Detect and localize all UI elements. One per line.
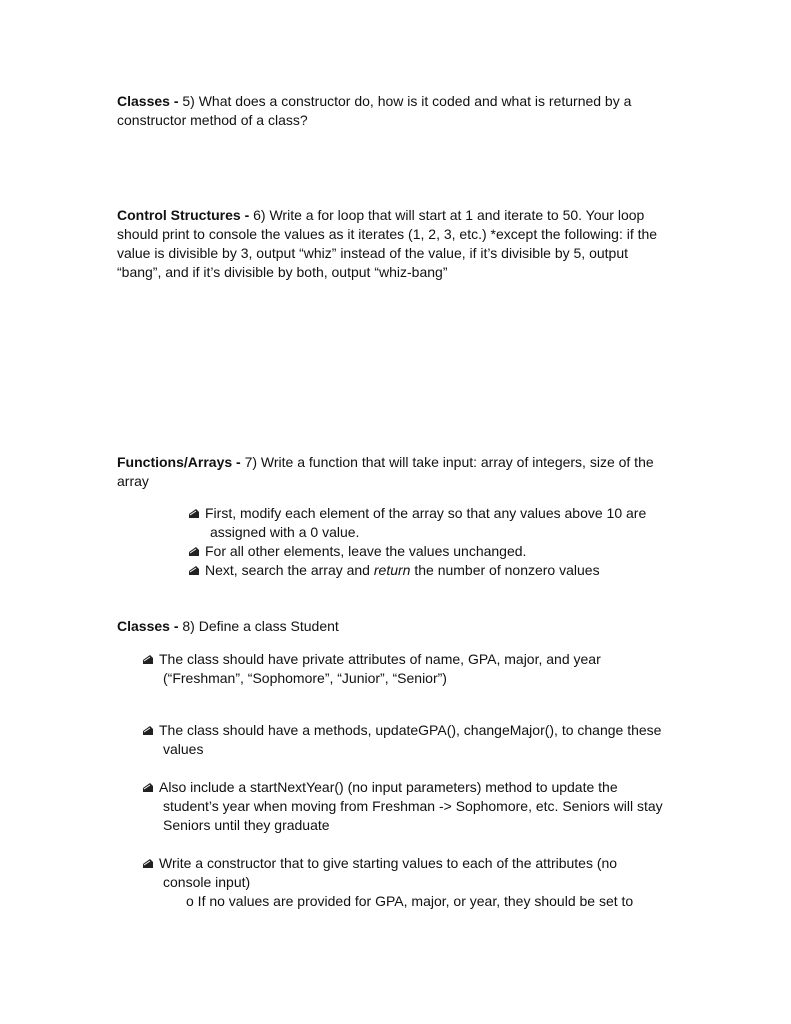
question-5 <box>117 92 675 130</box>
q8-bullet-2-line1: The class should have a methods, updateGPA(), changeMajor(), to change these <box>159 722 662 738</box>
question-8 <box>117 617 675 636</box>
pencil-icon <box>142 725 154 736</box>
question-7-number: 7) <box>244 454 258 470</box>
question-6 <box>117 206 675 282</box>
pencil-icon <box>188 546 200 557</box>
q7-bullet-2 <box>188 542 526 561</box>
question-7-heading: Functions/Arrays - <box>117 454 245 470</box>
q8-bullet-3-cont-1: student’s year when moving from Freshman -> Sophomore, etc. Seniors will stay <box>163 798 663 814</box>
pencil-icon <box>142 782 154 793</box>
question-6-text: Write a for loop that will start at 1 and iterate to 50. Your loop should print to console the values as it iterates (1, 2, 3, etc.) *except the following: if the value is divisible by 3, output “whiz” instead of the value, if it’s divisible by 5, output “bang”, and if it’s divisible by both, output “whiz-bang” <box>117 207 658 280</box>
question-5-heading: Classes - <box>117 93 183 109</box>
q8-bullet-2-cont: values <box>163 741 204 757</box>
question-5-text: What does a constructor do, how is it coded and what is returned by a constructor method of a class? <box>117 93 632 128</box>
question-6-number: 6) <box>253 207 266 223</box>
q7-bullet-2-line1: For all other elements, leave the values unchanged. <box>205 543 527 559</box>
q8-bullet-3-cont-2: Seniors until they graduate <box>163 817 330 833</box>
question-7 <box>117 453 675 491</box>
q8-bullet-3 <box>142 778 618 797</box>
q7-bullet-3-em: return <box>373 562 411 578</box>
question-6-heading: Control Structures - <box>117 207 254 223</box>
q8-bullet-1-cont: (“Freshman”, “Sophomore”, “Junior”, “Senior”) <box>163 670 447 686</box>
pencil-icon <box>188 565 200 576</box>
q7-bullet-3-pre: Next, search the array and <box>205 562 374 578</box>
pencil-icon <box>142 858 154 869</box>
question-8-text: Define a class Student <box>194 618 339 634</box>
question-7-text: Write a function that will take input: array of integers, size of the array <box>117 454 654 489</box>
q8-subbullet: o If no values are provided for GPA, major, or year, they should be set to <box>186 893 634 909</box>
question-5-number: 5) <box>182 93 195 109</box>
q7-bullet-1-cont: assigned with a 0 value. <box>210 524 360 540</box>
q7-bullet-1-line1: First, modify each element of the array so that any values above 10 are <box>205 505 647 521</box>
q7-bullet-1 <box>188 504 646 523</box>
pencil-icon <box>142 654 154 665</box>
q7-bullet-3 <box>188 561 600 580</box>
q8-bullet-1 <box>142 650 601 669</box>
q8-bullet-1-line1: The class should have private attributes of name, GPA, major, and year <box>159 651 601 667</box>
question-8-number: 8) <box>182 618 195 634</box>
q8-bullet-4 <box>142 854 617 873</box>
q8-bullet-4-cont: console input) <box>163 874 251 890</box>
question-8-heading: Classes - <box>117 618 183 634</box>
q8-bullet-3-line1: Also include a startNextYear() (no input parameters) method to update the <box>159 779 618 795</box>
q7-bullet-3-post: the number of nonzero values <box>410 562 600 578</box>
q8-bullet-4-line1: Write a constructor that to give starting values to each of the attributes (no <box>159 855 618 871</box>
q8-bullet-2 <box>142 721 661 740</box>
pencil-icon <box>188 508 200 519</box>
